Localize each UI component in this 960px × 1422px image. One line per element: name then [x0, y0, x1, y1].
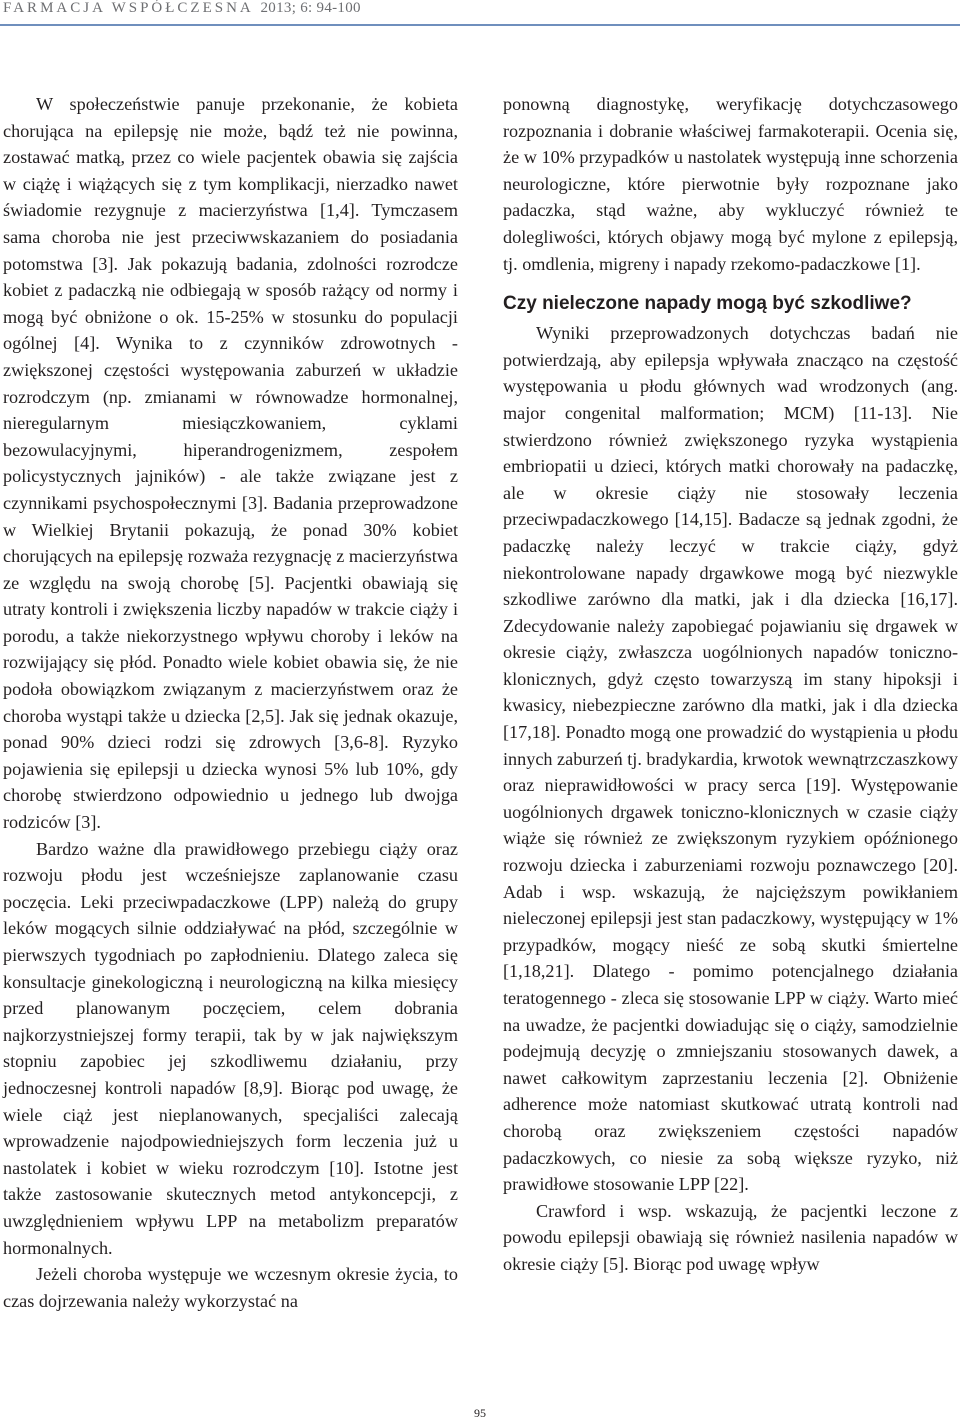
journal-title: FARMACJA WSPÓŁCZESNA [3, 0, 254, 16]
section-heading: Czy nieleczone napady mogą być szkodliwe? [503, 293, 912, 315]
paragraph: W społeczeństwie panuje przekonanie, że kobieta chorująca na epilepsję nie może, bądź też nie powinna, zostawać matką, przez co wiele pacjentek obawia się zajścia w ciążę i wiążących się z tym komplikacji, nierzadko nawet świadomie rezygnuje z macierzyństwa [1,4]. Tymczasem sama choroba nie jest przeciwwskazaniem do posiadania potomstwa [3]. Jak pokazują badania, zdolności rozrodcze kobiet z padaczką nie odbiegają w sposób rażący od normy i mogą być obniżone o ok. 15-25% w stosunku do populacji ogólnej [4]. Wynika to z czynników zdrowotnych - zwiększonej częstości występowania zaburzeń w układzie rozrodczym (np. zmianami w równowadze hormonalnej, nieregularnym miesiączkowaniem, cyklami bezowulacyjnymi, hiperandrogenizmem, zespołem policystycznych jajników) - ale także związane jest z czynnikami psychospołecznymi [3]. Badania przeprowadzone w Wielkiej Brytanii pokazują, że ponad 30% kobiet chorujących na epilepsję rozważa rezygnację z macierzyństwa ze względu na swoją chorobę [5]. Pacjentki obawiają się utraty kontroli i zwiększenia liczby napadów w trakcie ciąży i porodu, a także niekorzystnego wpływu choroby i leków na rozwijający się płód. Ponadto wiele kobiet obawia się, że nie podoła obowiązkom związanym z macierzyństwem oraz że choroba wystąpi także u dziecka [2,5]. Jak się jednak okazuje, ponad 90% dzieci rodzi się zdrowych [3,6-8]. Ryzyko pojawienia się epilepsji u dziecka wynosi 5% lub 10%, gdy chorobę stwierdzono odpowiednio u jednego lub dwojga rodziców [3]. [3, 94, 458, 833]
paragraph: Jeżeli choroba występuje we wczesnym okresie życia, to czas dojrzewania należy wykorzystać na [3, 1264, 458, 1311]
left-column [3, 91, 458, 1314]
running-header [3, 0, 361, 17]
page-number: 95 [474, 1406, 486, 1420]
paragraph: Wyniki przeprowadzonych dotychczas badań nie potwierdzają, aby epilepsja wpływała znacząco na częstość występowania u płodu głównych wad wrodzonych (ang. major congenital malformation; MCM) [11-13]. Nie stwierdzono również zwiększonego ryzyka wystąpienia embriopatii u dzieci, których matki chorowały na padaczkę, ale w okresie ciąży nie stosowały leczenia przeciwpadaczkowego [14,15]. Badacze są jednak zgodni, że padaczkę należy leczyć w trakcie ciąży, gdyż niekontrolowane napady drgawkowe mogą być niezwykle szkodliwe zarówno dla matki, jak i dla dziecka [16,17]. Zdecydowanie należy zapobiegać pojawianiu się drgawek w okresie ciąży, zwłaszcza uogólnionych napadów toniczno-klonicznych, gdyż często towarzyszą im stany hipoksji i kwasicy, niebezpieczne zarówno dla matki, jak i dla dziecka [17,18]. Ponadto mogą one prowadzić do wystąpienia u płodu innych zaburzeń tj. bradykardia, krwotok wewnątrzczaszkowy oraz nieprawidłowości w pracy serca [19]. Występowanie uogólnionych drgawek toniczno-klonicznych w czasie ciąży wiąże się również ze zwiększonym ryzykiem opóźnionego rozwoju dziecka i zaburzeniami rozwoju poznawczego [20]. Adab i wsp. wskazują, że najcięższym powikłaniem nieleczonej epilepsji jest stan padaczkowy, występujący w 1% przypadków, mogący nieść ze sobą skutki śmiertelne [1,18,21]. Dlatego - pomimo potencjalnego działania teratogennego - zleca się stosowanie LPP w ciąży. Warto mieć na uwadze, że pacjentki dowiadując się o ciąży, samodzielnie podejmują decyzję o zmniejszaniu stosowanych dawek, a nawet całkowitym zaprzestaniu leczenia [2]. Obniżenie adherence może natomiast skutkować utratą kontroli nad chorobą oraz zwiększeniem częstości napadów padaczkowych, co niesie za sobą większe ryzyko, niż prawidłowe stosowanie LPP [22]. [503, 323, 959, 1195]
paragraph: Crawford i wsp. wskazują, że pacjentki leczone z powodu epilepsji obawiają się również nasilenia napadów w okresie ciąży [5]. Biorąc pod uwagę wpływ [503, 1200, 958, 1274]
paragraph: ponowną diagnostykę, weryfikację dotychczasowego rozpoznania i dobranie właściwej farmakoterapii. Ocenia się, że w 10% przypadków u nastolatek występują inne schorzenia neurologiczne, które pierwotnie były rozpoznane jako padaczka, stąd ważne, aby wykluczyć również te dolegliwości, których objawy mogą być mylone z epilepsją, tj. omdlenia, migreny i napady rzekomo-padaczkowe [1]. [503, 94, 958, 274]
journal-volume: 2013; 6: 94-100 [260, 0, 361, 16]
right-column [503, 91, 958, 1278]
paragraph: Bardzo ważne dla prawidłowego przebiegu ciąży oraz rozwoju płodu jest wcześniejsze zaplanowanie czasu poczęcia. Leki przeciwpadaczkowe (LPP) należą do grupy leków mogących silnie oddziaływać na płód, szczególnie w pierwszych tygodniach po zapłodnieniu. Dlatego zaleca się konsultacje ginekologiczną i neurologiczną na kilka miesięcy przed planowanym poczęciem, celem dobrania najkorzystniejszej formy terapii, tak by w jak największym stopniu zapobiec jej szkodliwemu działaniu, przy jednoczesnej kontroli napadów [8,9]. Biorąc pod uwagę, że wiele ciąż jest nieplanowanych, specjaliści zalecają wprowadzenie najodpowiedniejszych form leczenia już u nastolatek i kobiet w wieku rozrodczym [10]. Istotne jest także zastosowanie skutecznych metod antykoncepcji, z uwzględnieniem wpływu LPP na metabolizm preparatów hormonalnych. [3, 838, 458, 1258]
header-rule [0, 24, 960, 26]
